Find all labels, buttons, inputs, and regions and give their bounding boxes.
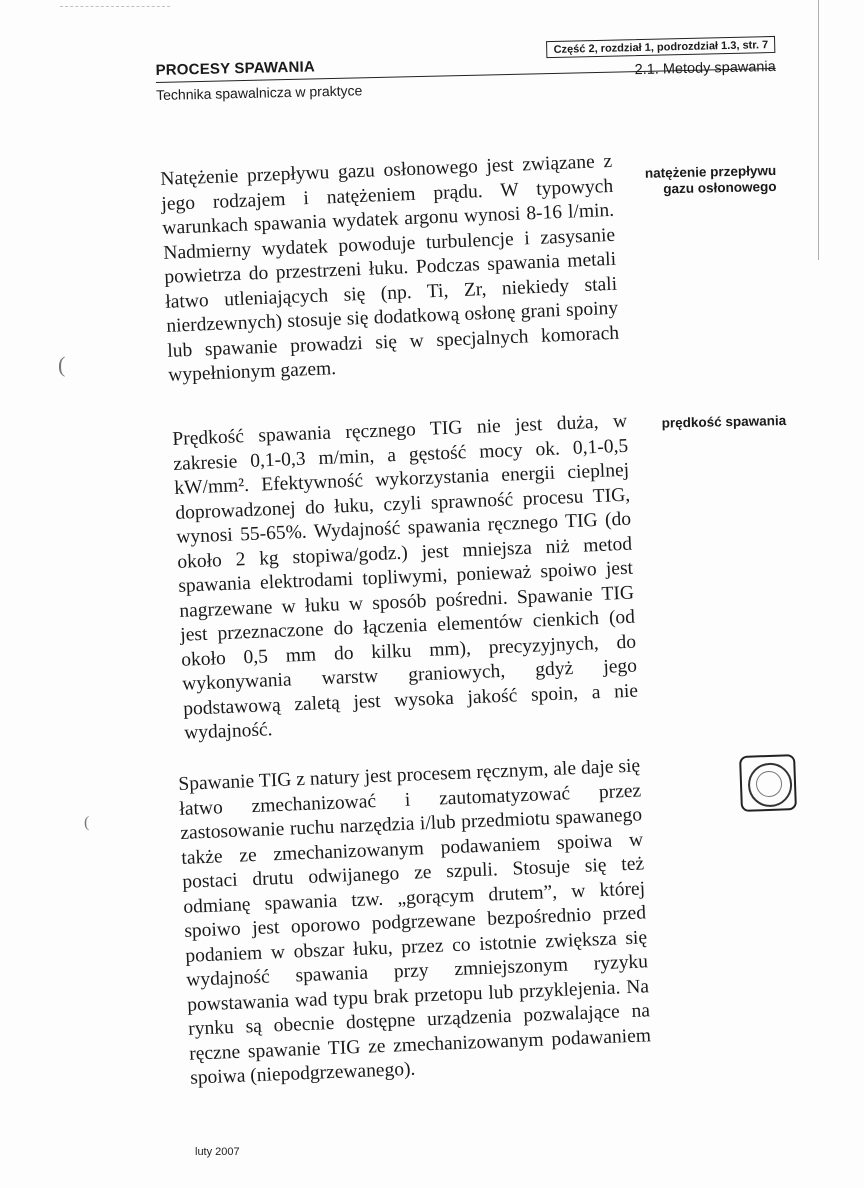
paragraph-mechanization: Spawanie TIG z natury jest procesem ręcznym, ale daje się łatwo zmechanizować i zautomatyzować przez zastosowanie ruchu narzędzia i/lub przedmiotu spawanego także ze zmechanizowanym podawaniem spoiwa w postaci drutu odwijanego ze szpuli. Stosuje się też odmianę spawania tzw. „gorącym drutem”, w której spoiwo jest oporowo podgrzewane bezpośrednio przed podaniem w obszar łuku, przez co istotnie zwiększa się wydajność spawania przy zmniejszonym ryzyku powstawania wad typu brak przetopu lub przyklejenia. Na rynku są obecnie dostępne urządzenia pozwalające na ręczne spawanie TIG ze zmechanizowanym podawaniem spoiwa (niepodgrzewanego). (178, 755, 652, 1089)
paragraph-welding-speed: Prędkość spawania ręcznego TIG nie jest duża, w zakresie 0,1-0,3 m/min, a gęstość mocy ok. 0,1-0,5 kW/mm². Efektywność wykorzystania energii cieplnej doprowadzonej do łuku, czyli sprawność procesu TIG, wynosi 55-65%. Wydajność spawania ręcznego TIG (do około 2 kg stopiwa/godz.) jest mniejsza niż metod spawania elektrodami topliwymi, ponieważ spoiwo jest nagrzewane w łuku w sposób pośredni. Spawanie TIG jest przeznaczone do łączenia elementów cienkich (od około 0,5 mm do kilku mm), precyzyjnych, do wykonywania warstw graniowych, gdyż jego podstawową zaletą jest wysoka jakość spoin, a nie wydajność. (172, 410, 639, 744)
side-note-gas-flow: natężenie przepływu gazu osłonowego (644, 163, 777, 197)
scan-artifact-top (60, 6, 170, 7)
badge-circle-icon (747, 762, 793, 808)
side-note-welding-speed: prędkość spawania (661, 413, 787, 431)
paragraph-gas-flow: Natężenie przepływu gazu osłonowego jest związane z jego rodzajem i natężeniem prądu. W typowych warunkach spawania wydatek argonu wynosi 8-16 l/min. Nadmierny wydatek powoduje turbulencje i zasysanie powietrza do przestrzeni łuku. Podczas spawania metali łatwo utleniających się (np. Ti, Zr, niekiedy stali nierdzewnych) stosuje się dodatkową osłonę grani spoiny lub spawanie prowadzi się w specjalnych komorach wypełnionym gazem. (160, 150, 620, 386)
header-title: PROCESY SPAWANIA (155, 58, 316, 79)
header-section: 2.1. Metody spawania (634, 58, 776, 79)
margin-bracket-mark: ( (84, 814, 90, 831)
header-reference-box: Część 2, rozdział 1, podrozdział 1.3, str. 7 (546, 36, 775, 58)
footer-date: luty 2007 (195, 1146, 240, 1158)
page-header (155, 30, 777, 134)
tip-badge-icon (739, 754, 797, 812)
header-subtitle: Technika spawalnicza w praktyce (155, 82, 363, 103)
scan-artifact-edge (818, 0, 819, 260)
margin-bracket-mark: ( (58, 352, 66, 377)
